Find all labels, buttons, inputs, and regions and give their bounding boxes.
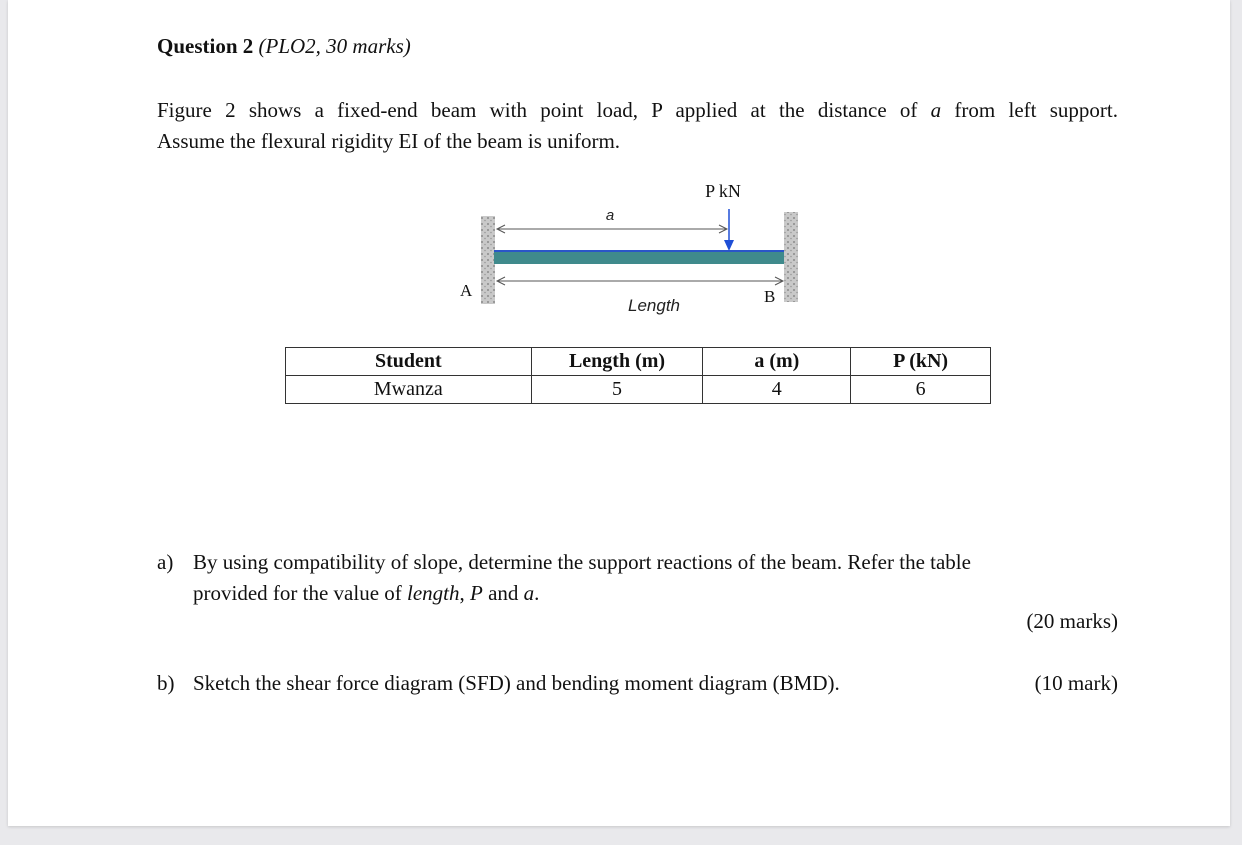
header-length: Length (m) — [531, 348, 703, 376]
support-b-label: B — [764, 287, 776, 306]
intro-line-1: Figure 2 shows a fixed-end beam with point load, P applied at the distance of a from left support. — [157, 98, 1118, 122]
beam — [494, 251, 784, 264]
table-header-row — [286, 348, 991, 376]
cell-a: 4 — [703, 376, 851, 404]
distance-a-label: a — [605, 207, 615, 224]
left-fixed-support — [481, 216, 495, 304]
header-p: P (kN) — [851, 348, 991, 376]
header-student: Student — [286, 348, 532, 376]
part-a-text: By using compatibility of slope, determine the support reactions of the beam. Refer the table provided for the value of length, P and a. — [193, 550, 971, 605]
header-a: a (m) — [703, 348, 851, 376]
part-a-marks: (20 marks) — [1026, 609, 1118, 633]
cell-p: 6 — [851, 376, 991, 404]
question-number: Question 2 — [157, 34, 254, 58]
support-a-label: A — [460, 281, 473, 300]
part-b-text: Sketch the shear force diagram (SFD) and bending moment diagram (BMD). — [193, 671, 840, 695]
right-fixed-support — [784, 212, 798, 302]
load-label: P kN — [705, 181, 741, 201]
length-label: Length — [628, 296, 680, 315]
intro-line-2: Assume the flexural rigidity EI of the beam is uniform. — [157, 129, 621, 153]
cell-student: Mwanza — [286, 376, 532, 404]
table-row — [286, 376, 991, 404]
point-load-arrow-head — [724, 240, 734, 251]
question-meta: (PLO2, 30 marks) — [258, 34, 411, 58]
data-table — [285, 347, 991, 404]
part-b — [157, 671, 840, 696]
part-b-marks: (10 mark) — [1034, 671, 1118, 695]
cell-length: 5 — [531, 376, 703, 404]
part-b-label: b) — [157, 671, 175, 695]
part-a-label: a) — [157, 550, 174, 574]
